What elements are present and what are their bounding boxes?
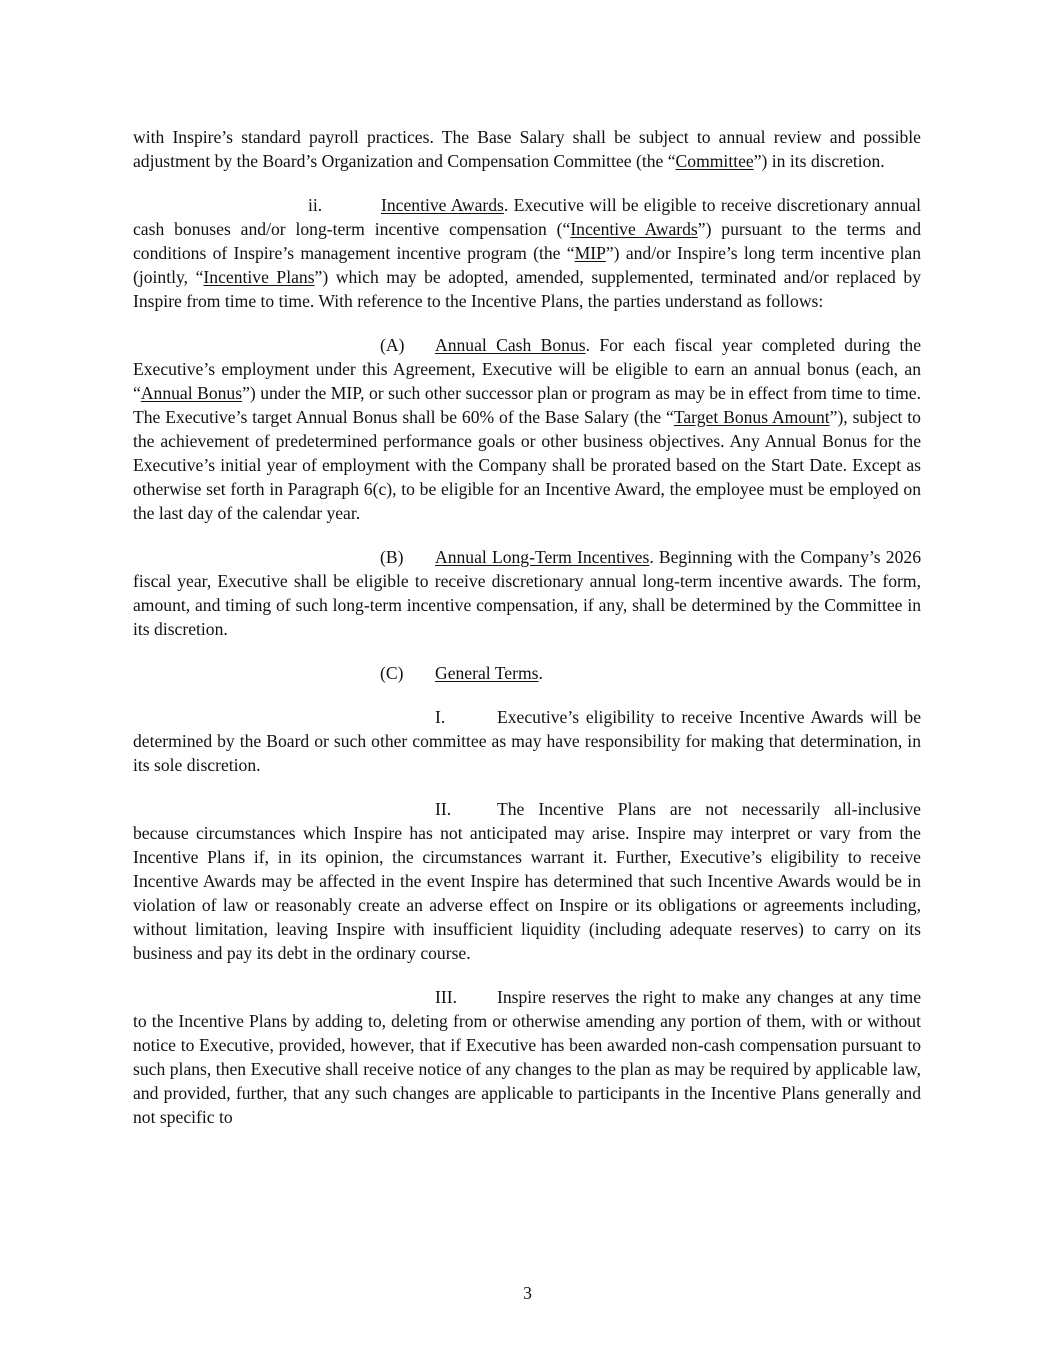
defined-term-annual-bonus: Annual Bonus <box>140 383 243 403</box>
section-heading-annual-cash-bonus: Annual Cash Bonus <box>435 335 586 355</box>
defined-term-mip: MIP <box>574 243 606 263</box>
section-heading-incentive-awards: Incentive Awards <box>381 195 504 215</box>
section-heading-general-terms: General Terms <box>435 663 539 683</box>
paragraph-incentive-awards: ii. Incentive Awards. Executive will be eligible to receive discretionary annual cash bonuses and/or long-term incentive compensation (“Incentive Awards”) pursuant to the terms and conditions of Inspire’s management incentive program (the “MIP”) and/or Inspire’s long term incentive plan (jointly, “Incentive Plans”) which may be adopted, amended, supplemented, terminated and/or replaced by Inspire from time to time. With reference to the Incentive Plans, the parties understand as follows: <box>133 195 921 311</box>
section-marker-a: (A) <box>380 335 405 355</box>
page-number: 3 <box>523 1283 532 1303</box>
paragraph-long-term-incentives: (B) Annual Long-Term Incentives. Beginning with the Company’s 2026 fiscal year, Executive shall be eligible to receive discretionary annual long-term incentive awards. The form, amount, and timing of such long-term incentive compensation, if any, shall be determined by the Committee in its discretion. <box>133 547 921 639</box>
paragraph-general-term-ii: II. The Incentive Plans are not necessarily all-inclusive because circumstances which Inspire has not anticipated may arise. Inspire may interpret or vary from the Incentive Plans if, in its opinion, the circumstances warrant it. Further, Executive’s eligibility to receive Incentive Awards may be affected in the event Inspire has determined that such Incentive Awards would be in violation of law or reasonably create an adverse effect on Inspire or its obligations or agreements including, without limitation, leaving Inspire with insufficient liquidity (including adequate reserves) to carry on its business and pay its debt in the ordinary course. <box>133 799 921 963</box>
defined-term-target-bonus-amount: Target Bonus Amount <box>673 407 830 427</box>
section-marker-b: (B) <box>380 547 404 567</box>
section-marker-ii: ii. <box>308 195 323 215</box>
defined-term-incentive-awards: Incentive Awards <box>570 219 698 239</box>
paragraph-general-term-iii: III. Inspire reserves the right to make any changes at any time to the Incentive Plans by adding to, deleting from or otherwise amending any portion of them, with or without notice to Executive, provided, however, that if Executive has been awarded non-cash compensation pursuant to such plans, then Executive shall receive notice of any changes to the plan as may be required by applicable law, and provided, further, that any such changes are applicable to participants in the Incentive Plans generally and not specific to <box>133 987 921 1127</box>
section-marker-roman-ii: II. <box>435 799 452 819</box>
document-page <box>133 125 921 1149</box>
section-heading-long-term-incentives: Annual Long-Term Incentives <box>435 547 650 567</box>
defined-term-committee: Committee <box>675 151 754 171</box>
defined-term-incentive-plans: Incentive Plans <box>203 267 315 287</box>
paragraph-general-terms: (C) General Terms. <box>380 663 543 683</box>
section-marker-roman-iii: III. <box>435 987 457 1007</box>
paragraph-general-term-i: I. Executive’s eligibility to receive Incentive Awards will be determined by the Board or such other committee as may have responsibility for making that determination, in its sole discretion. <box>133 707 921 775</box>
section-marker-roman-i: I. <box>435 707 446 727</box>
paragraph-base-salary: with Inspire’s standard payroll practices. The Base Salary shall be subject to annual review and possible adjustment by the Board’s Organization and Compensation Committee (the “Committee”) in its discretion. <box>133 127 921 171</box>
section-marker-c: (C) <box>380 663 404 683</box>
paragraph-annual-cash-bonus: (A) Annual Cash Bonus. For each fiscal year completed during the Executive’s employment under this Agreement, Executive will be eligible to earn an annual bonus (each, an “Annual Bonus”) under the MIP, or such other successor plan or program as may be in effect from time to time. The Executive’s target Annual Bonus shall be 60% of the Base Salary (the “Target Bonus Amount”), subject to the achievement of predetermined performance goals or other business objectives. Any Annual Bonus for the Executive’s initial year of employment with the Company shall be prorated based on the Start Date. Except as otherwise set forth in Paragraph 6(c), to be eligible for an Incentive Award, the employee must be employed on the last day of the calendar year. <box>133 335 922 523</box>
